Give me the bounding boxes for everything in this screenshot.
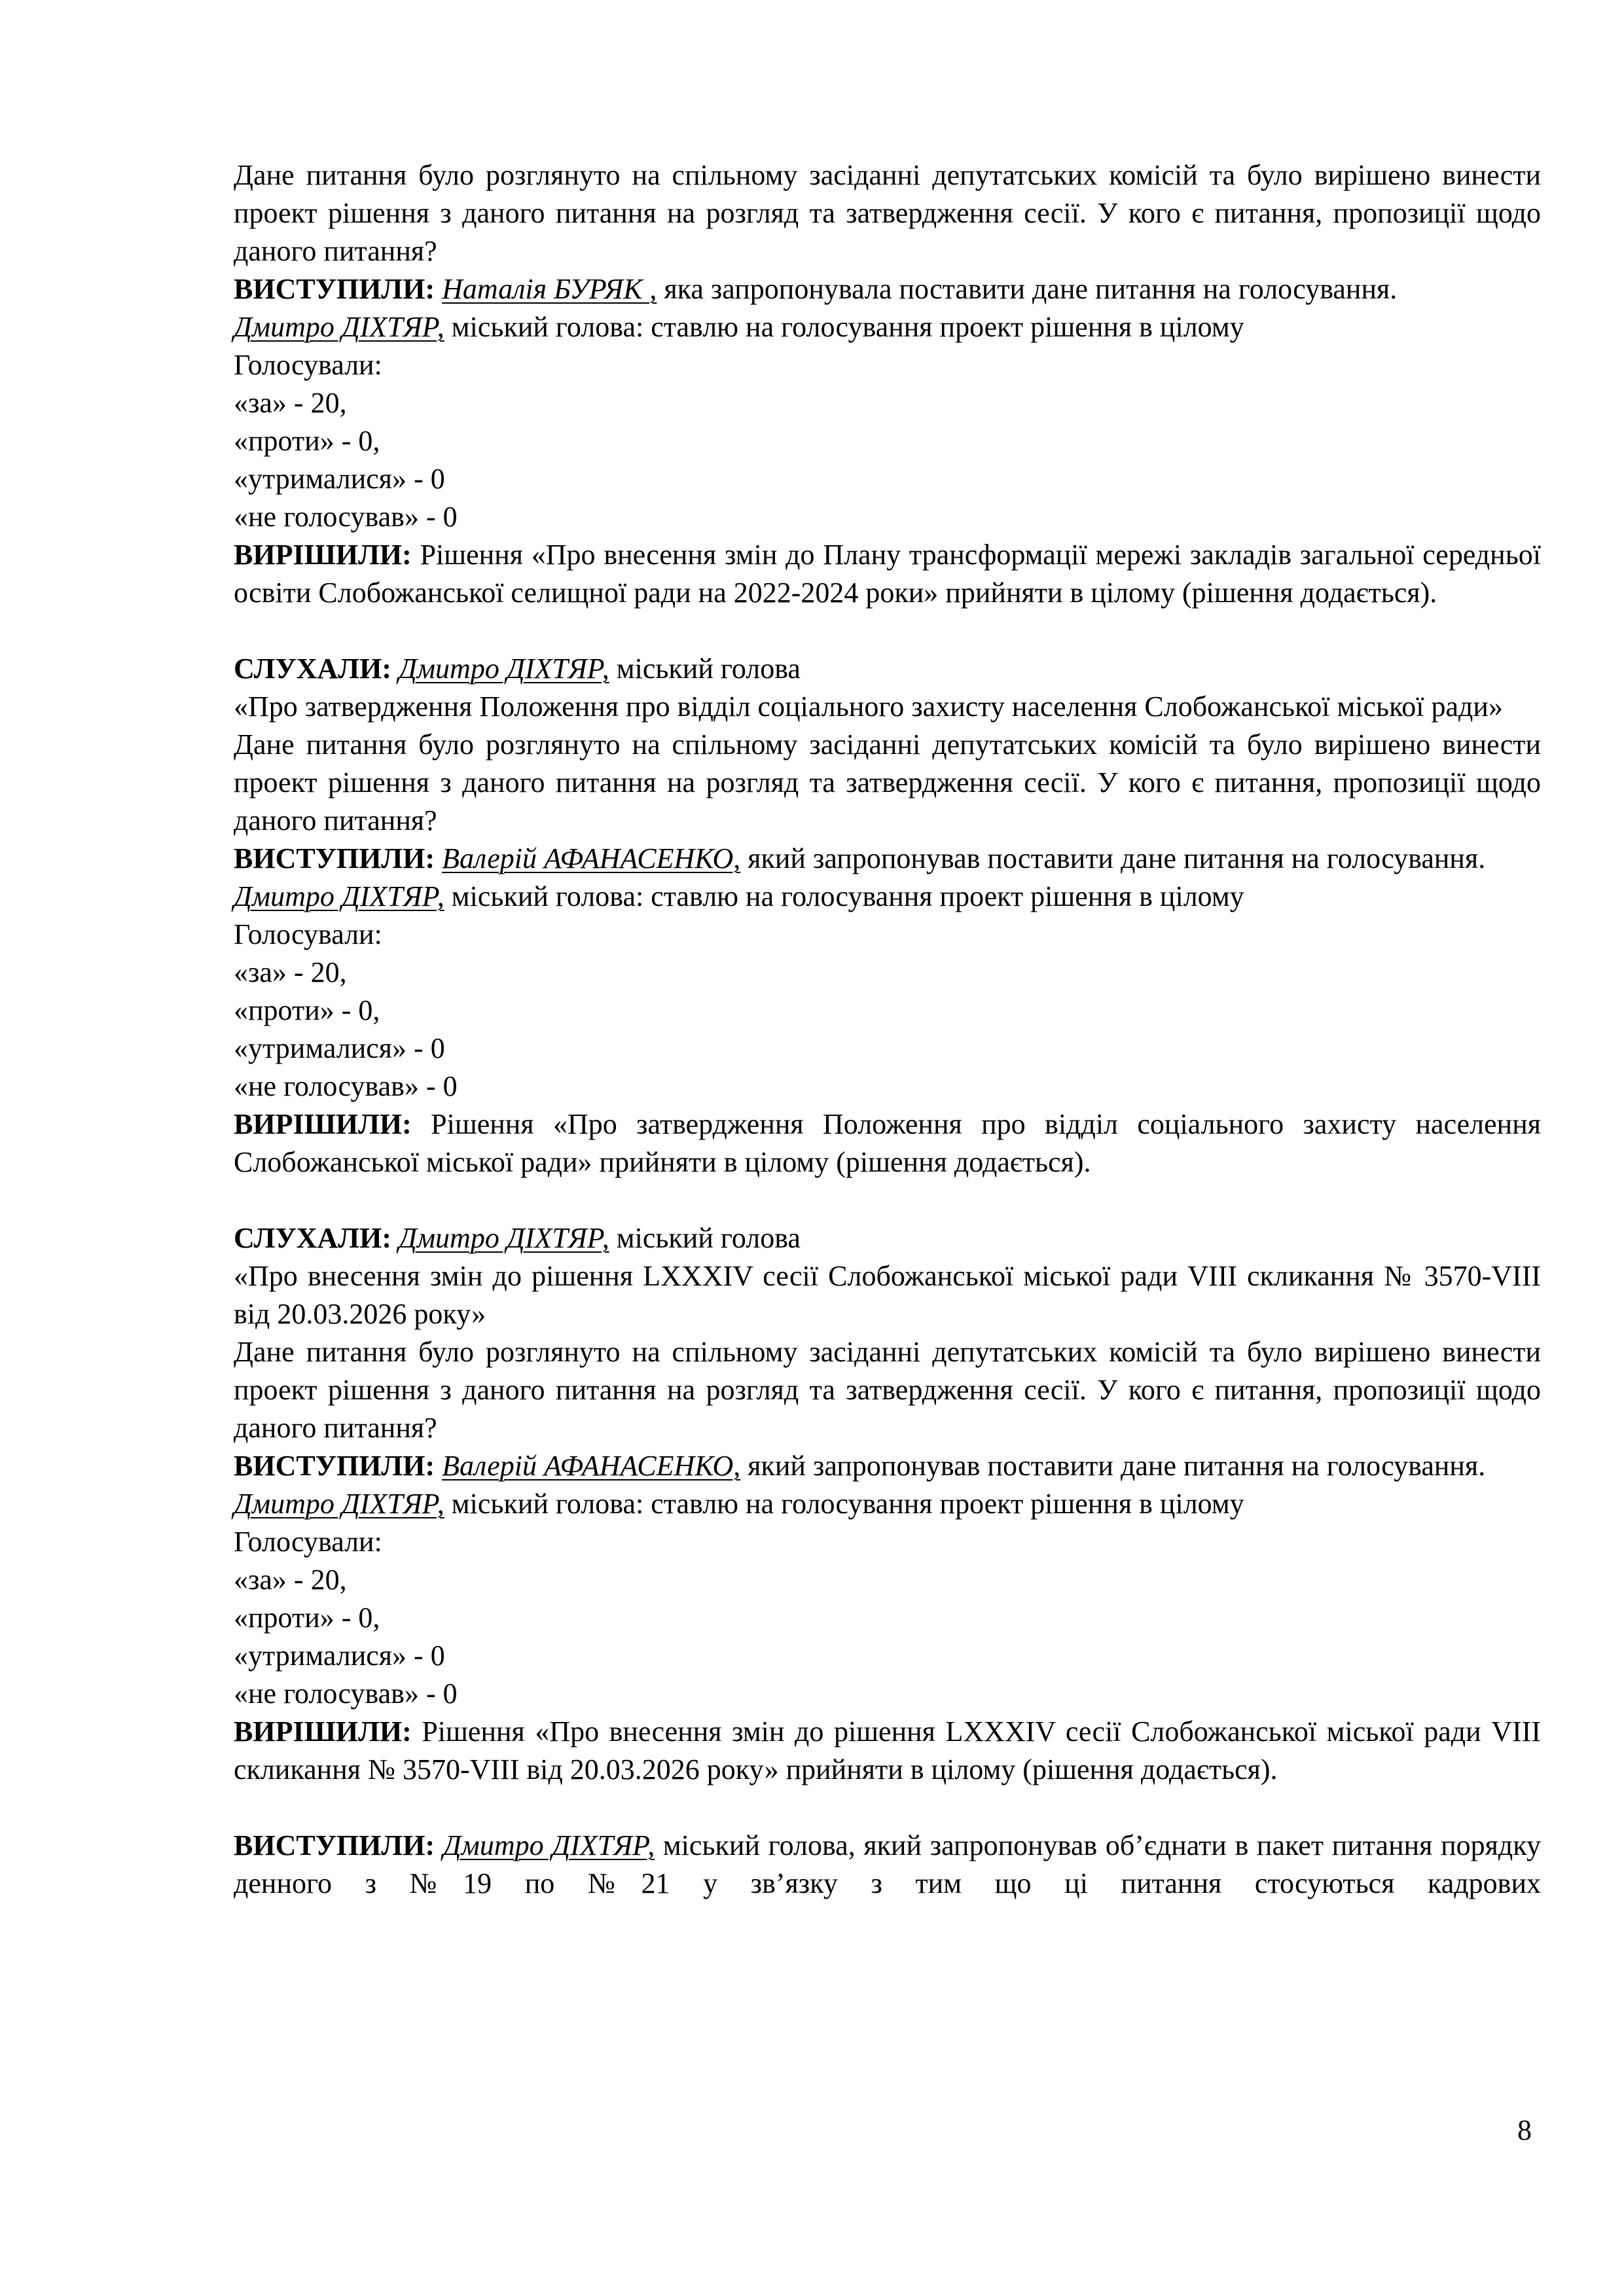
mayor-text: міський голова: ставлю на голосування проект рішення в цілому: [444, 311, 1244, 343]
decided-text: Рішення «Про внесення змін до Плану трансформації мережі закладів загальної середньої освіти Слобожанської селищної ради на 2022-2024 роки» прийняти в цілому (рішення додається).: [234, 539, 1541, 609]
decided-text: Рішення «Про затвердження Положення про відділ соціального захисту населення Слобожанської міської ради» прийняти в цілому (рішення додається).: [234, 1108, 1541, 1178]
vote-not-voted: «не голосував» - 0: [234, 501, 458, 533]
heard-role: міський голова: [609, 1222, 801, 1254]
vote-against: «проти» - 0,: [234, 1602, 380, 1634]
topic-paragraph: «Про затвердження Положення про відділ соціального захисту населення Слобожанської міської ради»: [234, 691, 1503, 723]
agenda-item-1: [234, 156, 1541, 612]
vote-for: «за» - 20,: [234, 956, 347, 988]
heard-line: [234, 650, 1541, 688]
mayor-line: [234, 1485, 1541, 1523]
spoke-paragraph: [234, 1447, 1541, 1485]
topic-paragraph: «Про внесення змін до рішення LXXXIV сесії Слобожанської міської ради VIII скликання № 3570-VIII від 20.03.2026 року»: [234, 1260, 1541, 1330]
vote-abstained: «утрималися» - 0: [234, 1640, 445, 1672]
heard-name: Дмитро ДІХТЯР,: [398, 1222, 609, 1254]
spoke-text: міський голова, який запропонував об’єднати в пакет питання порядку денного з №19 по №21 у зв’язку з тим що ці питання стосуються кадрових: [234, 1829, 1541, 1899]
spoke-text: яка запропонувала поставити дане питання на голосування.: [657, 273, 1398, 305]
spoke-label: ВИСТУПИЛИ:: [234, 842, 435, 874]
spacer: [234, 1181, 1541, 1219]
agenda-item-3: [234, 1219, 1541, 1789]
page-number: 8: [1517, 2114, 1532, 2146]
spoke-paragraph: [234, 270, 1541, 308]
vote-against: «проти» - 0,: [234, 425, 380, 457]
decided-label: ВИРІШИЛИ:: [234, 1715, 412, 1748]
voted-label: Голосували:: [234, 918, 382, 950]
heard-label: СЛУХАЛИ:: [234, 653, 391, 685]
spoke-paragraph: [234, 840, 1541, 878]
spoke-paragraph: [234, 1827, 1541, 1903]
spoke-text: який запропонував поставити дане питання на голосування.: [740, 1450, 1486, 1482]
heard-role: міський голова: [609, 653, 801, 685]
decided-label: ВИРІШИЛИ:: [234, 539, 412, 571]
spoke-label: ВИСТУПИЛИ:: [234, 1829, 435, 1861]
spoke-label: ВИСТУПИЛИ:: [234, 1450, 435, 1482]
mayor-name: Дмитро ДІХТЯР,: [234, 880, 444, 912]
spacer: [234, 1789, 1541, 1827]
vote-for: «за» - 20,: [234, 387, 347, 419]
mayor-line: [234, 308, 1541, 346]
mayor-text: міський голова: ставлю на голосування проект рішення в цілому: [444, 880, 1244, 912]
voted-label: Голосували:: [234, 349, 382, 381]
vote-abstained: «утрималися» - 0: [234, 463, 445, 495]
vote-against: «проти» - 0,: [234, 994, 380, 1026]
agenda-item-4: [234, 1827, 1541, 1903]
speaker-name: Дмитро ДІХТЯР,: [442, 1829, 655, 1861]
speaker-name: Валерій АФАНАСЕНКО,: [442, 1450, 741, 1482]
mayor-name: Дмитро ДІХТЯР,: [234, 311, 444, 343]
heard-name: Дмитро ДІХТЯР,: [398, 653, 609, 685]
decision-paragraph: [234, 536, 1541, 612]
decided-label: ВИРІШИЛИ:: [234, 1108, 412, 1140]
decided-text: Рішення «Про внесення змін до рішення LXXXIV сесії Слобожанської міської ради VIII скликання № 3570-VIII від 20.03.2026 року» прийняти в цілому (рішення додається).: [234, 1715, 1541, 1785]
spoke-text: який запропонував поставити дане питання на голосування.: [740, 842, 1486, 874]
agenda-item-2: [234, 650, 1541, 1181]
speaker-name: Наталія БУРЯК ,: [442, 273, 657, 305]
heard-label: СЛУХАЛИ:: [234, 1222, 391, 1254]
mayor-line: [234, 878, 1541, 916]
vote-abstained: «утрималися» - 0: [234, 1032, 445, 1064]
decision-paragraph: [234, 1713, 1541, 1789]
document-body: [234, 156, 1541, 1903]
intro-paragraph: Дане питання було розглянуто на спільному засіданні депутатських комісій та було вирішено винести проект рішення з даного питання на розгляд та затвердження сесії. У кого є питання, пропозиції щодо даного питання?: [234, 159, 1541, 267]
decision-paragraph: [234, 1105, 1541, 1181]
heard-line: [234, 1219, 1541, 1257]
speaker-name: Валерій АФАНАСЕНКО,: [442, 842, 741, 874]
vote-not-voted: «не голосував» - 0: [234, 1677, 458, 1710]
voted-label: Голосували:: [234, 1526, 382, 1558]
spoke-label: ВИСТУПИЛИ:: [234, 273, 435, 305]
spacer: [234, 612, 1541, 650]
mayor-text: міський голова: ставлю на голосування проект рішення в цілому: [444, 1488, 1244, 1520]
mayor-name: Дмитро ДІХТЯР,: [234, 1488, 444, 1520]
intro-paragraph: Дане питання було розглянуто на спільному засіданні депутатських комісій та було вирішено винести проект рішення з даного питання на розгляд та затвердження сесії. У кого є питання, пропозиції щодо даного питання?: [234, 728, 1541, 836]
intro-paragraph: Дане питання було розглянуто на спільному засіданні депутатських комісій та було вирішено винести проект рішення з даного питання на розгляд та затвердження сесії. У кого є питання, пропозиції щодо даного питання?: [234, 1336, 1541, 1444]
vote-not-voted: «не голосував» - 0: [234, 1070, 458, 1102]
vote-for: «за» - 20,: [234, 1564, 347, 1596]
